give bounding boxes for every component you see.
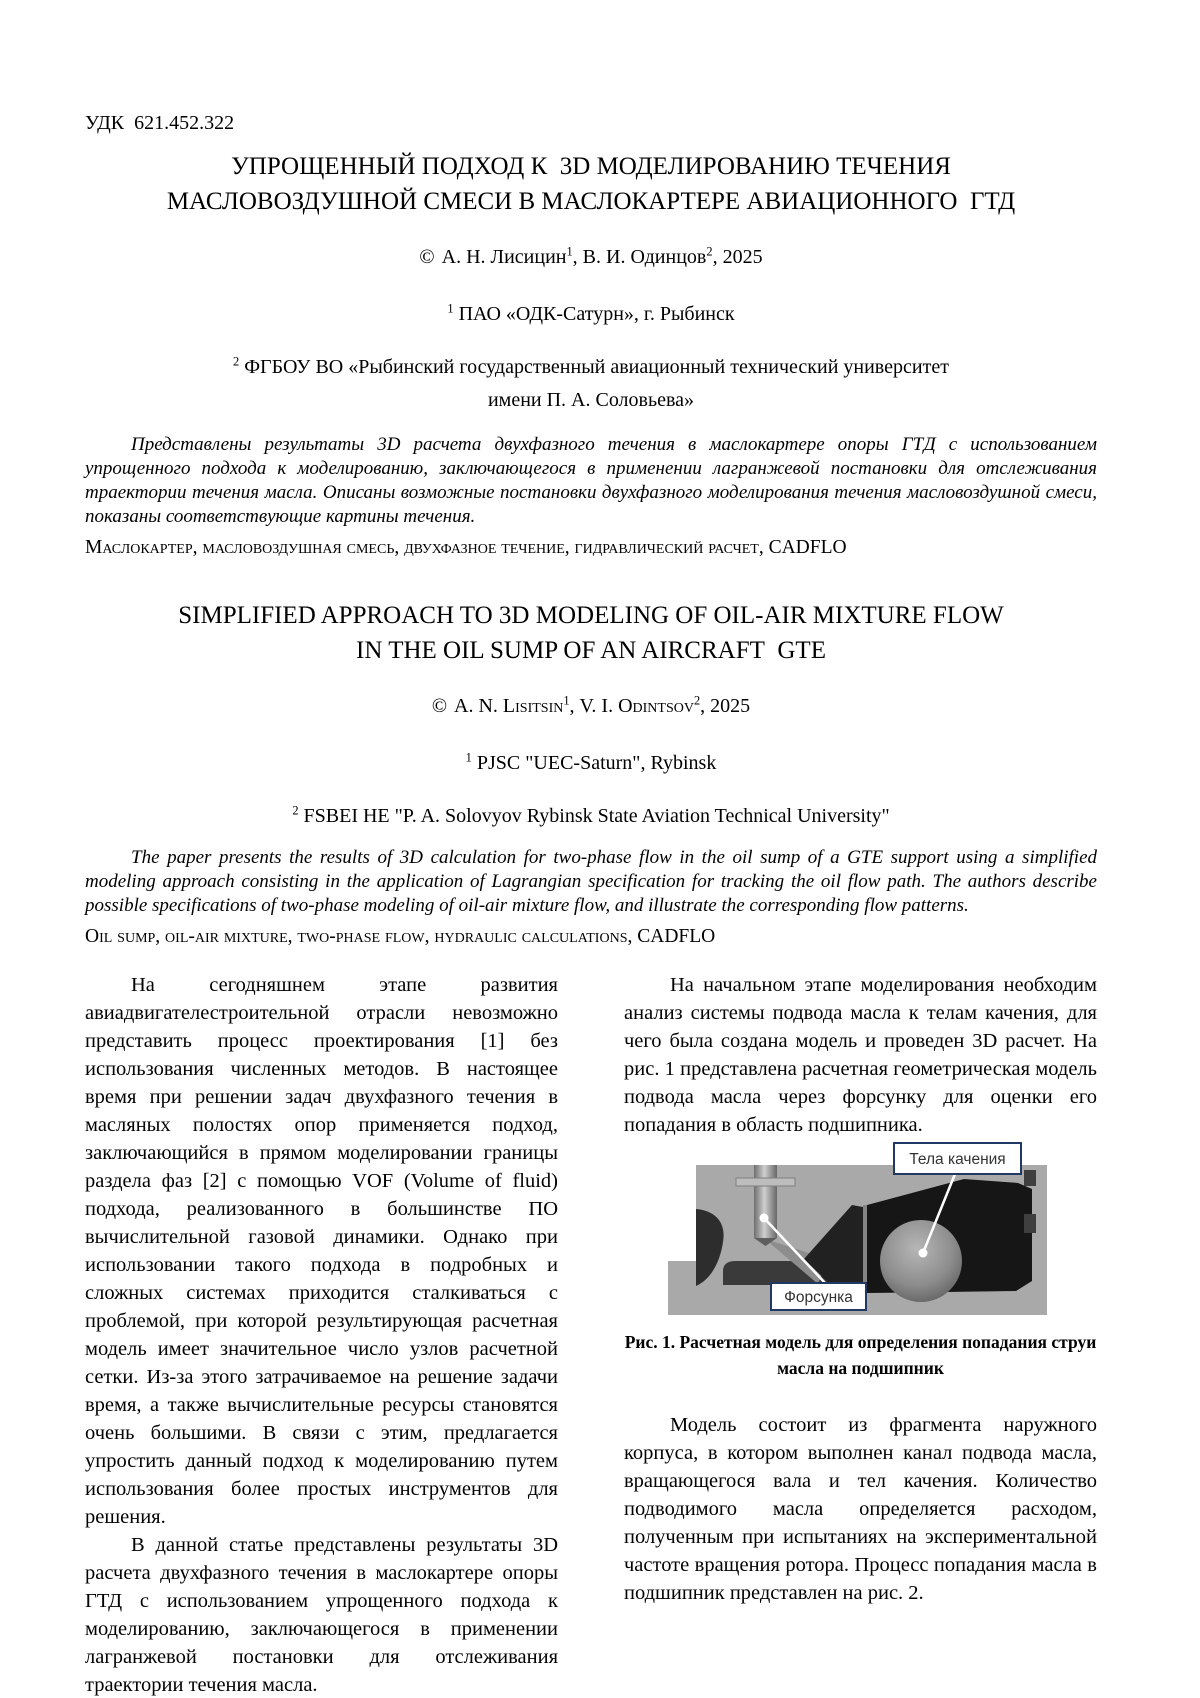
udc-number: УДК 621.452.322 (85, 112, 235, 134)
body-paragraph-model-description: Модель состоит из фрагмента наружного корпуса, в котором выполнен канал подвода масла, вращающегося вала и тел качения. Количество подводимого масла определяется расходом, полученным при испытаниях на экспериментальной частоте вращения ротора. Процесс попадания масла в подшипник представлен на рис. 2. (624, 1414, 1097, 1604)
article-title-ru-line1: УПРОЩЕННЫЙ ПОДХОД К 3D МОДЕЛИРОВАНИЮ ТЕЧЕНИЯ (231, 153, 951, 180)
authors-en-separator: , (569, 695, 580, 717)
copyright-symbol-ru: © (419, 246, 435, 268)
article-title-ru-line2: МАСЛОВОЗДУШНОЙ СМЕСИ В МАСЛОКАРТЕРЕ АВИАЦИОННОГО ГТД (166, 188, 1016, 215)
affiliation-ru-2-line2: имени П. А. Соловьева» (487, 389, 695, 411)
affiliation-ru-1-marker: 1 (447, 301, 454, 316)
nozzle-label: Форсунка (783, 1289, 853, 1306)
race-gap-slit (863, 1205, 867, 1291)
affiliation-ru-2-text1: ФГБОУ ВО «Рыбинский государственный авиационный технический университет (239, 356, 949, 378)
author-en-1-affil-ref: 1 (563, 693, 570, 708)
author-ru-1-affil-ref: 1 (566, 244, 573, 259)
keywords-en: Oil sump, oil-air mixture, two-phase flow, hydraulic calculations, CADFLO (85, 926, 716, 947)
abstract-ru: Представлены результаты 3D расчета двухфазного течения в маслокартере опоры ГТД с использованием упрощенного подхода к моделированию, заключающегося в применении лагранжевой постановки для отслеживания траектории течения масла. Описаны возможные постановки двухфазного моделирования течения масловоздушной смеси, показаны соответствующие картины течения. (85, 434, 1097, 527)
affiliation-en-1 (85, 747, 1097, 780)
keywords-ru: Маслокартер, масловоздушная смесь, двухфазное течение, гидравлический расчет, CADFLO (85, 537, 847, 558)
rolling-element-ball (880, 1220, 962, 1302)
affiliation-ru-2-line1 (85, 351, 1097, 384)
authors-en (85, 694, 1097, 718)
right-slot-tab-top (1024, 1170, 1036, 1186)
abstract-en: The paper presents the results of 3D calculation for two-phase flow in the oil sump of a GTE support using a simplified modeling approach consisting in the application of Lagrangian specification for tracking the oil flow path. The authors describe possible specifications of two-phase modeling of oil-air mixture flow, and illustrate the corresponding flow patterns. (85, 847, 1097, 916)
affiliation-ru-1 (85, 298, 1097, 331)
figure-1-caption: Рис. 1. Расчетная модель для определения попадания струи масла на подшипник (624, 1332, 1097, 1378)
right-slot-tab-bottom (1024, 1214, 1036, 1233)
article-title-en (85, 598, 1097, 668)
article-title-en-line1: SIMPLIFIED APPROACH TO 3D MODELING OF OIL-AIR MIXTURE FLOW (178, 602, 1004, 629)
body-paragraph-modeling-start: На начальном этапе моделирования необходим анализ системы подвода масла к телам качения, для чего была создана модель и проведен 3D расчет. На рис. 1 представлена расчетная геометрическая модель подвода масла через форсунку для оценки его попадания в область подшипника. (624, 974, 1097, 1136)
affiliation-ru-2 (85, 351, 1097, 417)
copyright-symbol-en: © (431, 695, 448, 717)
affiliation-en-2-marker: 2 (292, 803, 299, 818)
affiliation-ru-1-text: ПАО «ОДК-Сатурн», г. Рыбинск (453, 303, 735, 325)
leader-dot-rolling (918, 1249, 927, 1258)
two-column-body (85, 971, 1097, 1698)
left-column (85, 971, 558, 1698)
figure-1 (624, 1141, 1097, 1381)
author-ru-2-affil-ref: 2 (706, 244, 713, 259)
affiliation-en-2 (85, 800, 1097, 833)
nozzle-crossbar (736, 1178, 795, 1186)
authors-ru-year: , 2025 (712, 246, 763, 268)
author-en-2: V. I. Odintsov (579, 695, 694, 717)
author-ru-1: А. Н. Лисицин (441, 246, 567, 268)
right-column (624, 971, 1097, 1698)
authors-ru (85, 245, 1097, 269)
authors-en-year: , 2025 (700, 695, 751, 717)
article-title-ru (85, 149, 1097, 219)
author-ru-2: В. И. Одинцов (582, 246, 707, 268)
figure-1-model-image (666, 1141, 1056, 1324)
affiliation-en-2-text: FSBEI HE "P. A. Solovyov Rybinsk State Aviation Technical University" (298, 805, 890, 827)
affiliation-en-1-marker: 1 (465, 750, 472, 765)
rolling-elements-label: Тела качения (908, 1151, 1006, 1168)
authors-ru-separator: , (572, 246, 583, 268)
author-en-1: A. N. Lisitsin (454, 695, 564, 717)
body-paragraph-intro: На сегодняшнем этапе развития авиадвигателестроительной отрасли невозможно представить процесс проектирования [1] без использования численных методов. В настоящее время при решении задач двухфазного течения в масляных полостях опор применяется подход, заключающийся в прямом моделировании границы раздела фаз [2] с помощью VOF (Volume of fluid) подхода, реализованного в большинстве ПО вычислительной газовой динамики. Однако при использовании такого подхода в подробных и сложных системах приходится сталкиваться с проблемой, при которой результирующая расчетная модель имеет значительное число узлов расчетной сетки. Из-за этого затрачиваемое на решение задачи время, а также вычислительные ресурсы становятся очень большими. В связи с этим, предлагается упростить данный подход к моделированию путем использования более простых инструментов для решения. (85, 974, 558, 1528)
affiliation-en-1-text: PJSC "UEC-Saturn", Rybinsk (471, 752, 717, 774)
body-paragraph-article-goal: В данной статье представлены результаты 3D расчета двухфазного течения в маслокартере опоры ГТД с использованием упрощенного подхода к моделированию, заключающегося в применении лагранжевой постановки для отслеживания траектории течения масла. (85, 1534, 558, 1696)
author-en-2-affil-ref: 2 (693, 693, 701, 708)
affiliation-ru-2-marker: 2 (233, 354, 240, 369)
leader-dot-nozzle (759, 1214, 768, 1223)
article-title-en-line2: IN THE OIL SUMP OF AN AIRCRAFT GTE (356, 637, 826, 664)
